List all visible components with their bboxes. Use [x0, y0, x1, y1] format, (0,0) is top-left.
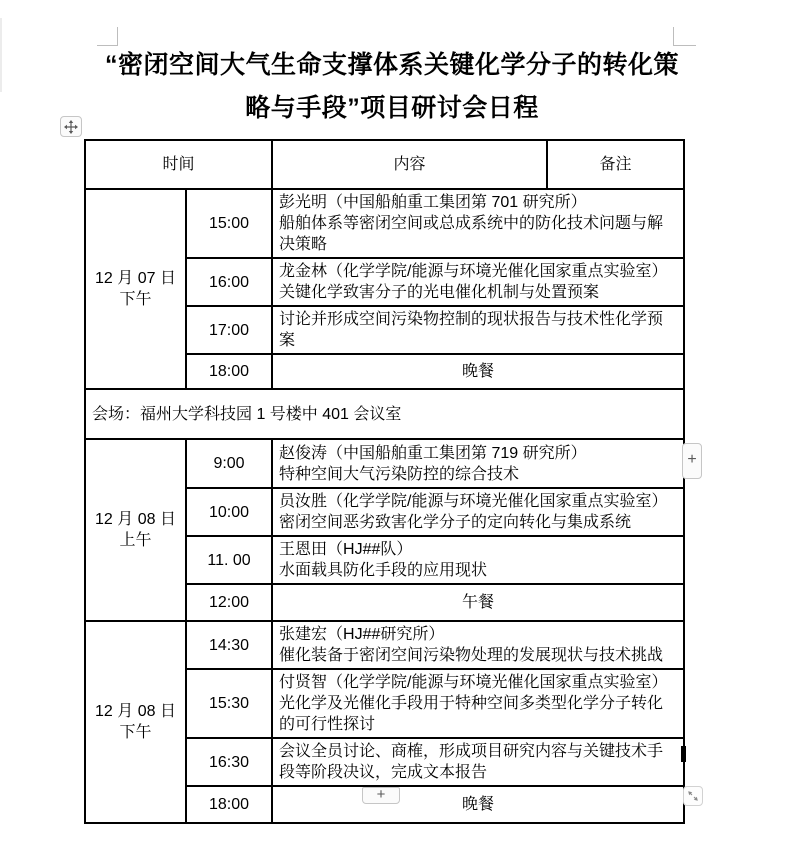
- content-cell[interactable]: [272, 536, 684, 584]
- time-cell[interactable]: 11. 00: [186, 536, 272, 584]
- table-resize-handle[interactable]: [683, 786, 703, 806]
- plus-icon: +: [687, 451, 697, 468]
- topic-line: 密闭空间恶劣致害化学分子的定向转化与集成系统: [279, 514, 632, 531]
- content-cell[interactable]: [272, 786, 684, 823]
- move-arrows-icon: [64, 120, 78, 134]
- window-edge: [0, 18, 2, 92]
- time-cell[interactable]: 10:00: [186, 488, 272, 536]
- date-line-2: 下午: [119, 291, 152, 308]
- topic-line: 船舶体系等密闭空间或总成系统中的防化技术问题与解决策略: [279, 215, 664, 253]
- table-row: [85, 439, 684, 488]
- time-cell[interactable]: 9:00: [186, 439, 272, 488]
- content-cell[interactable]: [272, 621, 684, 669]
- header-cell-content[interactable]: 内容: [272, 140, 547, 189]
- topic-line: 关键化学致害分子的光电催化机制与处置预案: [279, 284, 600, 301]
- meal-text: 晚餐: [462, 796, 495, 813]
- page-title-line-2[interactable]: 略与手段”项目研讨会日程: [245, 94, 539, 122]
- venue-cell[interactable]: 会场：福州大学科技园 1 号楼中 401 会议室: [85, 389, 684, 439]
- date-line-2: 下午: [119, 724, 152, 741]
- speaker-line: 张建宏（HJ##研究所）: [279, 626, 445, 643]
- table-move-handle[interactable]: [60, 116, 82, 137]
- speaker-line: 龙金林（化学学院/能源与环境光催化国家重点实验室）: [279, 263, 668, 280]
- speaker-line: 付贤智（化学学院/能源与环境光催化国家重点实验室）: [279, 674, 668, 691]
- add-row-button[interactable]: [362, 787, 400, 804]
- header-row: [85, 140, 684, 189]
- meal-text: 午餐: [462, 594, 495, 611]
- table-row: [85, 189, 684, 258]
- content-cell[interactable]: [272, 439, 684, 488]
- table-row: [85, 621, 684, 669]
- date-cell[interactable]: [85, 621, 186, 823]
- content-text: 讨论并形成空间污染物控制的现状报告与技术性化学预案: [279, 311, 664, 349]
- diagonal-resize-icon: [686, 789, 700, 803]
- header-cell-time[interactable]: 时间: [85, 140, 272, 189]
- page-title: [72, 44, 712, 130]
- date-line-1: 12 月 07 日: [95, 270, 176, 287]
- time-cell[interactable]: 15:00: [186, 189, 272, 258]
- header-cell-remark[interactable]: 备注: [547, 140, 684, 189]
- time-cell[interactable]: 18:00: [186, 786, 272, 823]
- time-cell[interactable]: 12:00: [186, 584, 272, 621]
- content-text: 会议全员讨论、商榷，形成项目研究内容与关键技术手段等阶段决议，完成文本报告: [279, 743, 664, 781]
- border-selection-mark: [681, 746, 686, 762]
- date-line-1: 12 月 08 日: [95, 703, 176, 720]
- page-title-line-1[interactable]: “密闭空间大气生命支撑体系关键化学分子的转化策: [104, 51, 679, 79]
- schedule-table: [84, 139, 685, 824]
- venue-row: [85, 389, 684, 439]
- time-cell[interactable]: 14:30: [186, 621, 272, 669]
- speaker-line: 员汝胜（化学学院/能源与环境光催化国家重点实验室）: [279, 493, 668, 510]
- topic-line: 特种空间大气污染防控的综合技术: [279, 465, 520, 483]
- content-cell[interactable]: [272, 258, 684, 306]
- content-cell[interactable]: [272, 189, 684, 258]
- time-cell[interactable]: 15:30: [186, 669, 272, 738]
- time-cell[interactable]: 17:00: [186, 306, 272, 354]
- topic-line: 催化装备于密闭空间污染物处理的发展现状与技术挑战: [279, 647, 664, 664]
- date-cell[interactable]: [85, 189, 186, 389]
- content-cell[interactable]: [272, 354, 684, 389]
- plus-icon: +: [376, 786, 386, 803]
- time-cell[interactable]: 16:30: [186, 738, 272, 786]
- topic-line: 光化学及光催化手段用于特种空间多类型化学分子转化的可行性探讨: [279, 695, 664, 733]
- time-cell[interactable]: 18:00: [186, 354, 272, 389]
- date-line-1: 12 月 08 日: [95, 511, 176, 528]
- date-line-2: 上午: [119, 532, 152, 549]
- content-cell[interactable]: [272, 488, 684, 536]
- speaker-line: 王恩田（HJ##队）: [279, 541, 413, 558]
- speaker-line: 赵俊涛（中国船舶重工集团第 719 研究所）: [279, 444, 587, 462]
- content-cell[interactable]: [272, 584, 684, 621]
- time-cell[interactable]: 16:00: [186, 258, 272, 306]
- content-cell[interactable]: [272, 669, 684, 738]
- date-cell[interactable]: [85, 439, 186, 621]
- topic-line: 水面载具防化手段的应用现状: [279, 562, 488, 579]
- content-cell[interactable]: [272, 306, 684, 354]
- content-cell[interactable]: [272, 738, 684, 786]
- speaker-line: 彭光明（中国船舶重工集团第 701 研究所）: [279, 194, 587, 211]
- add-column-button[interactable]: [682, 443, 702, 479]
- meal-text: 晚餐: [462, 363, 495, 380]
